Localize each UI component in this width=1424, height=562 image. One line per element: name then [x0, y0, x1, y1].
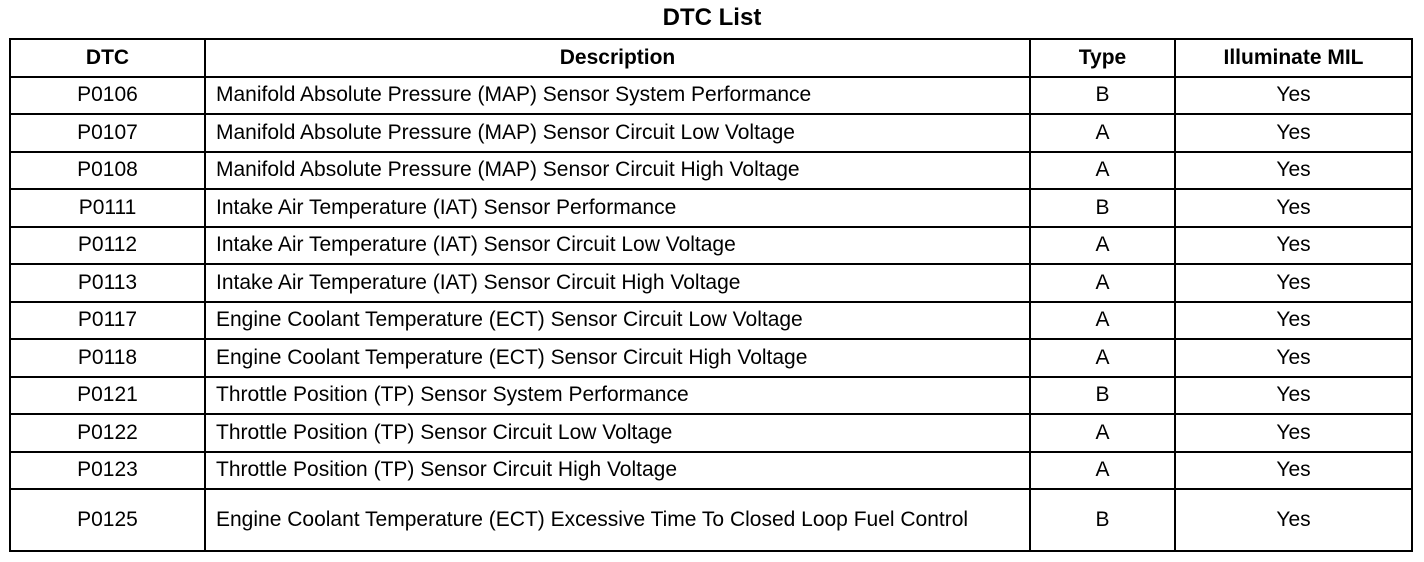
dtc-description: Throttle Position (TP) Sensor Circuit Low Voltage: [205, 414, 1030, 452]
dtc-code: P0117: [10, 302, 205, 340]
dtc-illuminate-mil: Yes: [1175, 339, 1412, 377]
dtc-illuminate-mil: Yes: [1175, 189, 1412, 227]
dtc-illuminate-mil: Yes: [1175, 302, 1412, 340]
dtc-illuminate-mil: Yes: [1175, 227, 1412, 265]
dtc-type: A: [1030, 452, 1175, 490]
table-row: [10, 114, 1412, 152]
table-row: [10, 377, 1412, 415]
dtc-type: A: [1030, 302, 1175, 340]
dtc-description: Manifold Absolute Pressure (MAP) Sensor Circuit High Voltage: [205, 152, 1030, 190]
dtc-description: Engine Coolant Temperature (ECT) Excessive Time To Closed Loop Fuel Control: [205, 489, 1030, 551]
dtc-type: A: [1030, 152, 1175, 190]
dtc-illuminate-mil: Yes: [1175, 489, 1412, 551]
dtc-code: P0125: [10, 489, 205, 551]
dtc-code: P0111: [10, 189, 205, 227]
dtc-description: Manifold Absolute Pressure (MAP) Sensor Circuit Low Voltage: [205, 114, 1030, 152]
dtc-illuminate-mil: Yes: [1175, 452, 1412, 490]
table-row: [10, 77, 1412, 115]
dtc-description: Intake Air Temperature (IAT) Sensor Circuit Low Voltage: [205, 227, 1030, 265]
dtc-code: P0107: [10, 114, 205, 152]
header-type: Type: [1030, 39, 1175, 77]
table-row: [10, 414, 1412, 452]
dtc-code: P0112: [10, 227, 205, 265]
dtc-code: P0108: [10, 152, 205, 190]
table-row: [10, 339, 1412, 377]
dtc-type: A: [1030, 114, 1175, 152]
page-title: DTC List: [662, 4, 762, 31]
dtc-type: B: [1030, 77, 1175, 115]
dtc-type: A: [1030, 264, 1175, 302]
dtc-code: P0122: [10, 414, 205, 452]
header-dtc: DTC: [10, 39, 205, 77]
dtc-code: P0106: [10, 77, 205, 115]
dtc-description: Intake Air Temperature (IAT) Sensor Circuit High Voltage: [205, 264, 1030, 302]
table-row: [10, 489, 1412, 551]
dtc-illuminate-mil: Yes: [1175, 414, 1412, 452]
dtc-illuminate-mil: Yes: [1175, 152, 1412, 190]
dtc-illuminate-mil: Yes: [1175, 114, 1412, 152]
dtc-type: B: [1030, 189, 1175, 227]
dtc-code: P0118: [10, 339, 205, 377]
dtc-code: P0123: [10, 452, 205, 490]
dtc-description: Throttle Position (TP) Sensor System Performance: [205, 377, 1030, 415]
dtc-illuminate-mil: Yes: [1175, 77, 1412, 115]
dtc-description: Engine Coolant Temperature (ECT) Sensor Circuit High Voltage: [205, 339, 1030, 377]
dtc-code: P0121: [10, 377, 205, 415]
dtc-description: Intake Air Temperature (IAT) Sensor Performance: [205, 189, 1030, 227]
table-row: [10, 189, 1412, 227]
header-illuminate-mil: Illuminate MIL: [1175, 39, 1412, 77]
dtc-type: A: [1030, 414, 1175, 452]
dtc-type: A: [1030, 227, 1175, 265]
dtc-type: B: [1030, 377, 1175, 415]
dtc-description: Throttle Position (TP) Sensor Circuit High Voltage: [205, 452, 1030, 490]
dtc-type: A: [1030, 339, 1175, 377]
dtc-code: P0113: [10, 264, 205, 302]
header-row: [10, 39, 1412, 77]
dtc-illuminate-mil: Yes: [1175, 264, 1412, 302]
header-description: Description: [205, 39, 1030, 77]
table-row: [10, 302, 1412, 340]
dtc-illuminate-mil: Yes: [1175, 377, 1412, 415]
table-row: [10, 227, 1412, 265]
dtc-type: B: [1030, 489, 1175, 551]
dtc-description: Engine Coolant Temperature (ECT) Sensor Circuit Low Voltage: [205, 302, 1030, 340]
dtc-description: Manifold Absolute Pressure (MAP) Sensor System Performance: [205, 77, 1030, 115]
dtc-table: [9, 38, 1413, 552]
table-row: [10, 264, 1412, 302]
table-row: [10, 152, 1412, 190]
table-row: [10, 452, 1412, 490]
